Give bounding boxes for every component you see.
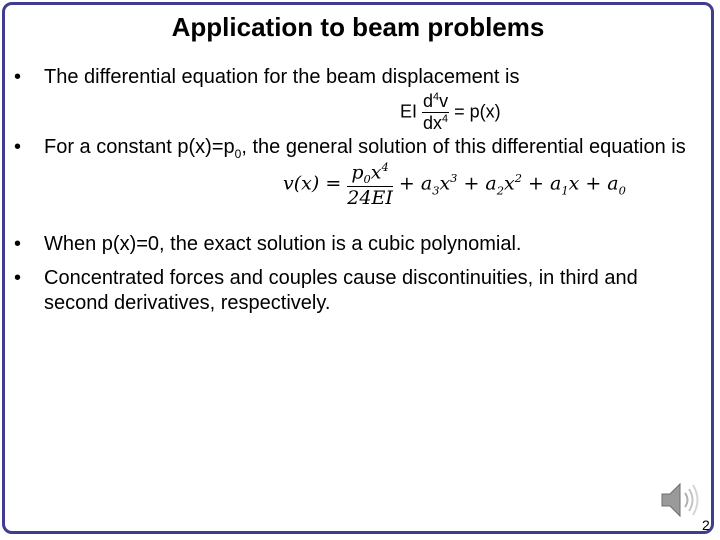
general-solution-equation: v(x) = $\frac{p_0x^4}{24EI}$ + $a_3x^3 + a_2x^2 + a_1x + a_0$: [283, 160, 626, 210]
bullet-4-text: Concentrated forces and couples cause discontinuities, in third and second derivatives, respectively.: [44, 267, 638, 314]
bullet-3: [14, 232, 704, 257]
bullet-1: [14, 65, 704, 90]
page-number: 2: [702, 517, 710, 533]
bullet-dot: •: [14, 267, 22, 289]
eq1-rhs: = p(x): [454, 101, 501, 122]
speaker-icon[interactable]: [658, 478, 702, 527]
eq2-lhs: v(x) =: [283, 172, 342, 195]
bullet-3-text: When p(x)=0, the exact solution is a cubic polynomial.: [44, 233, 522, 255]
bullet-4: [14, 266, 704, 316]
bullet-dot: •: [14, 136, 22, 158]
differential-equation: [400, 91, 501, 134]
eq1-fraction: $\frac{d^4v}{dx^4}$: [423, 91, 449, 133]
eq2-fraction: $\frac{p_0x^4}{24EI}$: [347, 160, 393, 210]
bullet-2-text: For a constant $p(x)=p_0$, the general solution of this differential equation is: [44, 136, 686, 161]
eq1-lhs: EI: [400, 101, 418, 122]
bullet-1-text: The differential equation for the beam displacement is: [44, 66, 520, 88]
bullet-dot: •: [14, 66, 22, 88]
slide-title: Application to beam problems: [171, 12, 545, 42]
bullet-dot: •: [14, 233, 22, 255]
